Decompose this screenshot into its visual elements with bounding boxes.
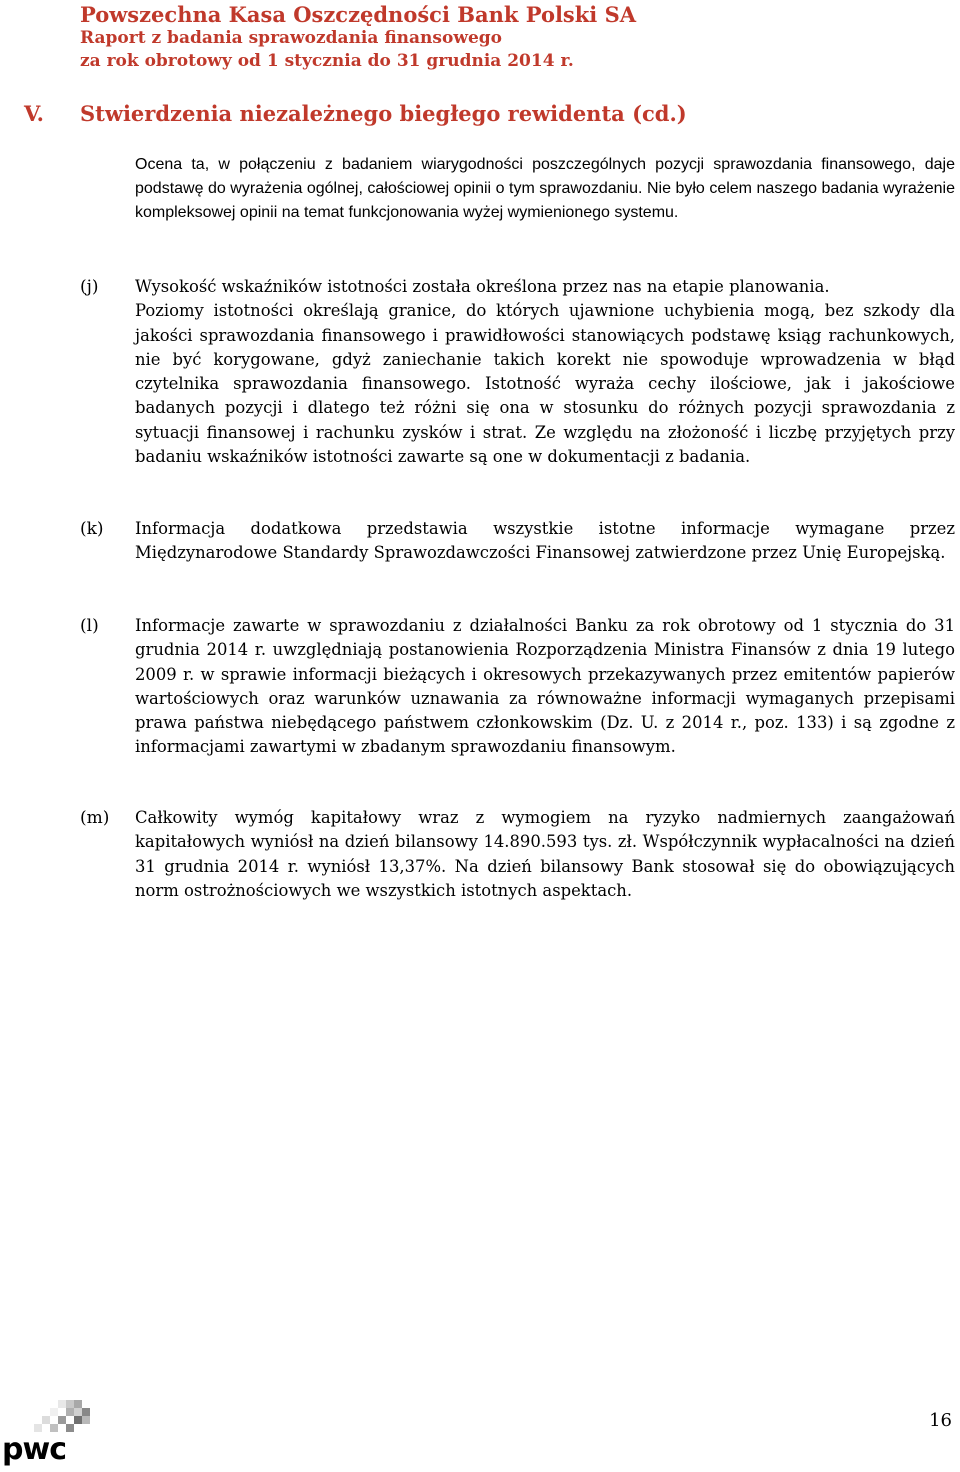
section-heading [24, 100, 924, 128]
list-item-j [80, 275, 955, 469]
paragraph: Całkowity wymóg kapitałowy wraz z wymogiem na ryzyko nadmiernych zaangażowań kapitałowych wyniósł na dzień bilansowy 14.890.593 tys. zł. Współczynnik wypłacalności na dzień 31 grudnia 2014 r. wyniósł 13,37%. Na dzień bilansowy Bank stosował się do obowiązujących norm ostrożnościowych we wszystkich istotnych aspektach. [135, 808, 955, 900]
list-item-text [135, 275, 955, 469]
list-item-label: (m) [80, 808, 110, 828]
paragraph: Wysokość wskaźników istotności została określona przez nas na etapie planowania. [135, 277, 830, 296]
list-item-label: (l) [80, 616, 99, 636]
intro-paragraph: Ocena ta, w połączeniu z badaniem wiarygodności poszczególnych pozycji sprawozdania finansowego, daje podstawę do wyrażenia ogólnej, całościowej opinii o tym sprawozdaniu. Nie było celem naszego badania wyrażenie kompleksowej opinii na temat funkcjonowania wyżej wymienionego systemu. [135, 156, 955, 221]
list-item-l [80, 614, 955, 760]
report-period: za rok obrotowy od 1 stycznia do 31 grudnia 2014 r. [80, 51, 574, 71]
page-number: 16 [929, 1410, 952, 1431]
list-item-m [80, 806, 955, 903]
list-item-k [80, 517, 955, 566]
report-title: Raport z badania sprawozdania finansowego [80, 28, 503, 48]
list-item-text [135, 517, 955, 566]
section-title: Stwierdzenia niezależnego biegłego rewidenta (cd.) [80, 101, 687, 126]
section-number: V. [24, 101, 44, 126]
list-item-text [135, 614, 955, 760]
list-item-label: (j) [80, 277, 99, 297]
company-name: Powszechna Kasa Oszczędności Bank Polski SA [80, 2, 637, 27]
paragraph: Poziomy istotności określają granice, do których ujawnione uchybienia mogą, bez szkody dla jakości sprawozdania finansowego i prawidłowości stanowiących podstawę ksiąg rachunkowych, nie być korygowane, gdyż zaniechanie takich korekt nie spowoduje wprowadzenia w błąd czytelnika sprawozdania finansowego. Istotność wyraża cechy ilościowe, jak i jakościowe badanych pozycji i dlatego też różni się ona w stosunku do różnych pozycji sprawozdania z sytuacji finansowej i rachunku zysków i strat. Ze względu na złożoność i liczbę przyjętych przy badaniu wskaźników istotności zawarte są one w dokumentacji z badania. [135, 301, 955, 467]
list-item-text [135, 806, 955, 903]
list-item-label: (k) [80, 519, 104, 539]
logo-wordmark: pwc [2, 1432, 66, 1467]
document-header [80, 2, 940, 73]
paragraph: Informacje zawarte w sprawozdaniu z działalności Banku za rok obrotowy od 1 stycznia do 31 grudnia 2014 r. uwzględniają postanowienia Rozporządzenia Ministra Finansów z dnia 19 lutego 2009 r. w sprawie informacji bieżących i okresowych przekazywanych przez emitentów papierów wartościowych oraz warunków uznawania za równoważne informacji wymaganych przepisami prawa państwa niebędącego państwem członkowskim (Dz. U. z 2014 r., poz. 133) i są zgodne z informacjami zawartymi w zbadanym sprawozdaniu finansowym. [135, 616, 955, 757]
paragraph: Informacja dodatkowa przedstawia wszystkie istotne informacje wymagane przez Międzynarodowe Standardy Sprawozdawczości Finansowej zatwierdzone przez Unię Europejską. [135, 519, 955, 563]
